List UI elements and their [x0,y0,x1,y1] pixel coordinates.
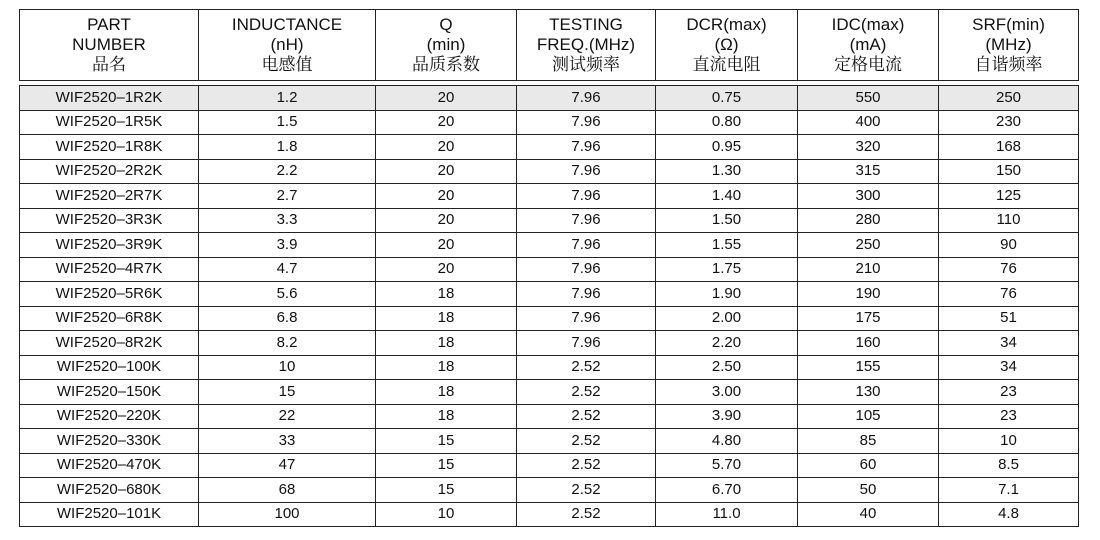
cell-testing-freq: 7.96 [517,306,656,331]
cell-part-number: WIF2520–680K [20,478,199,503]
table-row [20,306,1079,331]
cell-q: 20 [376,86,517,111]
table-row [20,380,1079,405]
cell-q: 18 [376,331,517,356]
cell-testing-freq: 2.52 [517,478,656,503]
table-row [20,282,1079,307]
header-part-number: PART NUMBER 品名 [20,10,199,81]
cell-srf: 110 [939,208,1079,233]
cell-q: 15 [376,429,517,454]
table-row [20,478,1079,503]
cell-testing-freq: 7.96 [517,257,656,282]
cell-testing-freq: 7.96 [517,135,656,160]
cell-testing-freq: 2.52 [517,355,656,380]
cell-part-number: WIF2520–1R5K [20,110,199,135]
header-srf: SRF(min) (MHz) 自谐频率 [939,10,1079,81]
cell-srf: 76 [939,257,1079,282]
cell-q: 20 [376,208,517,233]
header-testing-freq: TESTING FREQ.(MHz) 测试频率 [517,10,656,81]
cell-part-number: WIF2520–1R2K [20,86,199,111]
cell-part-number: WIF2520–5R6K [20,282,199,307]
header-inductance: INDUCTANCE (nH) 电感值 [199,10,376,81]
cell-idc: 60 [798,453,939,478]
cell-srf: 230 [939,110,1079,135]
header-row [20,10,1079,81]
cell-srf: 10 [939,429,1079,454]
cell-part-number: WIF2520–3R9K [20,233,199,258]
cell-inductance: 1.5 [199,110,376,135]
cell-dcr: 1.90 [656,282,798,307]
cell-inductance: 5.6 [199,282,376,307]
cell-inductance: 4.7 [199,257,376,282]
cell-testing-freq: 7.96 [517,159,656,184]
cell-idc: 130 [798,380,939,405]
cell-dcr: 4.80 [656,429,798,454]
cell-q: 18 [376,355,517,380]
cell-srf: 4.8 [939,502,1079,527]
cell-dcr: 0.75 [656,86,798,111]
header-idc: IDC(max) (mA) 定格电流 [798,10,939,81]
cell-inductance: 3.9 [199,233,376,258]
cell-part-number: WIF2520–8R2K [20,331,199,356]
cell-srf: 168 [939,135,1079,160]
cell-part-number: WIF2520–3R3K [20,208,199,233]
cell-srf: 90 [939,233,1079,258]
cell-idc: 210 [798,257,939,282]
cell-dcr: 1.30 [656,159,798,184]
header-q: Q (min) 品质系数 [376,10,517,81]
cell-dcr: 1.75 [656,257,798,282]
cell-testing-freq: 2.52 [517,380,656,405]
cell-srf: 7.1 [939,478,1079,503]
cell-testing-freq: 2.52 [517,502,656,527]
cell-q: 20 [376,184,517,209]
cell-idc: 175 [798,306,939,331]
table-row [20,355,1079,380]
cell-testing-freq: 7.96 [517,86,656,111]
cell-idc: 250 [798,233,939,258]
cell-q: 15 [376,478,517,503]
cell-dcr: 0.95 [656,135,798,160]
cell-dcr: 2.50 [656,355,798,380]
table-body [20,86,1079,527]
cell-idc: 85 [798,429,939,454]
cell-idc: 160 [798,331,939,356]
cell-testing-freq: 7.96 [517,331,656,356]
cell-inductance: 1.2 [199,86,376,111]
cell-srf: 76 [939,282,1079,307]
cell-idc: 300 [798,184,939,209]
cell-q: 20 [376,159,517,184]
cell-srf: 23 [939,380,1079,405]
table-row [20,86,1079,111]
cell-part-number: WIF2520–2R2K [20,159,199,184]
cell-dcr: 1.50 [656,208,798,233]
cell-dcr: 1.55 [656,233,798,258]
cell-testing-freq: 7.96 [517,208,656,233]
cell-inductance: 3.3 [199,208,376,233]
cell-q: 10 [376,502,517,527]
table-row [20,429,1079,454]
table-row [20,404,1079,429]
table-header [20,10,1079,86]
cell-q: 18 [376,282,517,307]
cell-q: 20 [376,233,517,258]
cell-srf: 125 [939,184,1079,209]
cell-part-number: WIF2520–100K [20,355,199,380]
inductor-spec-table [19,9,1079,527]
table-row [20,257,1079,282]
cell-inductance: 47 [199,453,376,478]
cell-testing-freq: 7.96 [517,184,656,209]
cell-q: 20 [376,135,517,160]
cell-idc: 550 [798,86,939,111]
cell-testing-freq: 7.96 [517,233,656,258]
cell-testing-freq: 7.96 [517,282,656,307]
cell-part-number: WIF2520–6R8K [20,306,199,331]
cell-part-number: WIF2520–4R7K [20,257,199,282]
cell-part-number: WIF2520–150K [20,380,199,405]
header-dcr: DCR(max) (Ω) 直流电阻 [656,10,798,81]
cell-q: 15 [376,453,517,478]
cell-inductance: 6.8 [199,306,376,331]
cell-inductance: 1.8 [199,135,376,160]
cell-srf: 23 [939,404,1079,429]
cell-part-number: WIF2520–2R7K [20,184,199,209]
cell-inductance: 68 [199,478,376,503]
cell-idc: 155 [798,355,939,380]
cell-q: 18 [376,380,517,405]
cell-idc: 320 [798,135,939,160]
cell-idc: 50 [798,478,939,503]
cell-idc: 40 [798,502,939,527]
table-row [20,208,1079,233]
cell-testing-freq: 2.52 [517,429,656,454]
cell-inductance: 2.2 [199,159,376,184]
cell-dcr: 1.40 [656,184,798,209]
table-row [20,159,1079,184]
cell-q: 18 [376,404,517,429]
cell-srf: 51 [939,306,1079,331]
cell-inductance: 15 [199,380,376,405]
cell-srf: 8.5 [939,453,1079,478]
cell-testing-freq: 2.52 [517,453,656,478]
cell-dcr: 2.00 [656,306,798,331]
table-row [20,135,1079,160]
cell-inductance: 22 [199,404,376,429]
cell-testing-freq: 7.96 [517,110,656,135]
cell-idc: 190 [798,282,939,307]
cell-q: 18 [376,306,517,331]
cell-part-number: WIF2520–220K [20,404,199,429]
cell-inductance: 33 [199,429,376,454]
cell-dcr: 0.80 [656,110,798,135]
table-row [20,453,1079,478]
cell-idc: 315 [798,159,939,184]
table-row [20,233,1079,258]
cell-dcr: 3.90 [656,404,798,429]
table-row [20,110,1079,135]
cell-idc: 400 [798,110,939,135]
cell-part-number: WIF2520–470K [20,453,199,478]
cell-dcr: 6.70 [656,478,798,503]
cell-srf: 34 [939,355,1079,380]
cell-inductance: 2.7 [199,184,376,209]
cell-idc: 105 [798,404,939,429]
cell-srf: 150 [939,159,1079,184]
cell-dcr: 11.0 [656,502,798,527]
cell-inductance: 10 [199,355,376,380]
table-row [20,184,1079,209]
cell-part-number: WIF2520–330K [20,429,199,454]
cell-dcr: 2.20 [656,331,798,356]
cell-inductance: 8.2 [199,331,376,356]
cell-dcr: 3.00 [656,380,798,405]
cell-q: 20 [376,257,517,282]
cell-q: 20 [376,110,517,135]
cell-srf: 34 [939,331,1079,356]
cell-testing-freq: 2.52 [517,404,656,429]
table-row [20,502,1079,527]
cell-dcr: 5.70 [656,453,798,478]
cell-inductance: 100 [199,502,376,527]
cell-srf: 250 [939,86,1079,111]
cell-idc: 280 [798,208,939,233]
table-row [20,331,1079,356]
cell-part-number: WIF2520–1R8K [20,135,199,160]
cell-part-number: WIF2520–101K [20,502,199,527]
